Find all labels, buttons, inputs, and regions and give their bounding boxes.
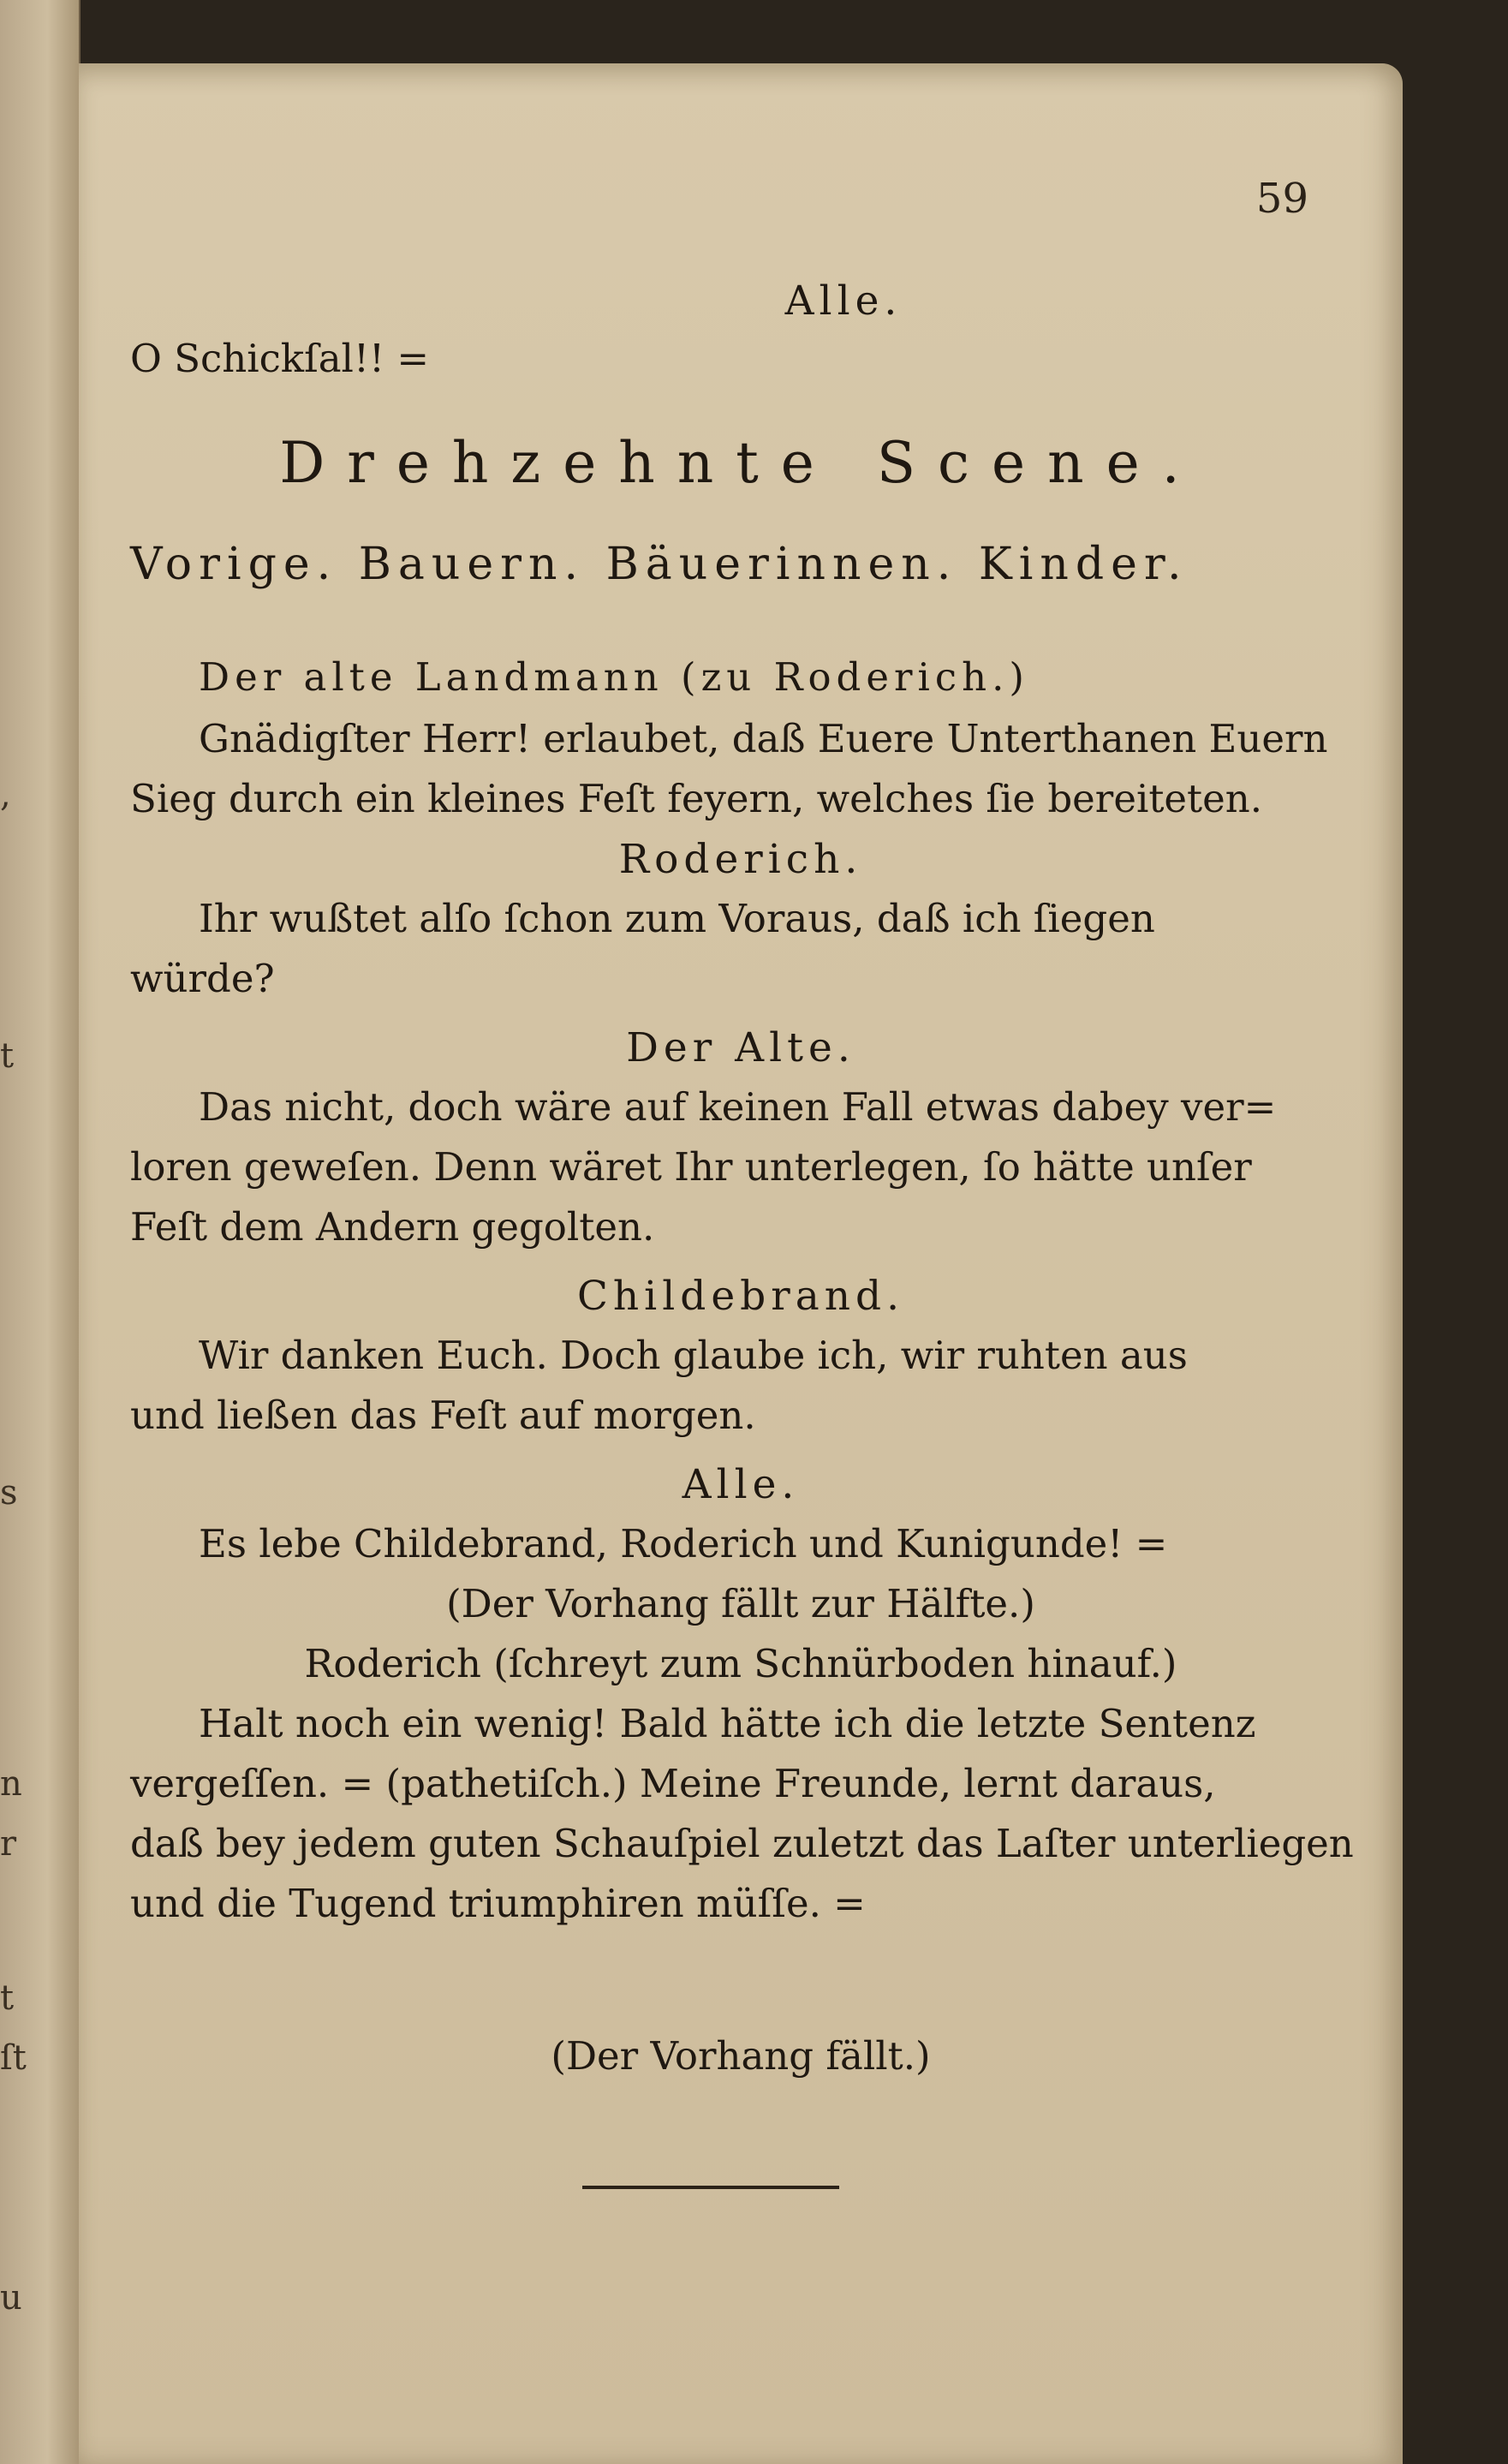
speaker-childebrand: Childebrand. [576, 1273, 905, 1320]
margin-fragment: t [0, 1036, 15, 1076]
text-line: Ihr wußtet alſo ſchon zum Voraus, daß ich ſiegen [199, 896, 1155, 941]
text-line: Es lebe Childebrand, Roderich und Kunigunde! = [199, 1521, 1168, 1566]
text-line: Feſt dem Andern gegolten. [130, 1204, 655, 1250]
text-line: O Schickſal!! = [130, 336, 430, 381]
text-line: und die Tugend triumphiren müſſe. = [130, 1881, 866, 1926]
text-line: und ließen das Feſt auf morgen. [130, 1393, 756, 1438]
text-line: loren geweſen. Denn wäret Ihr unterlegen, ſo hätte unſer [130, 1144, 1252, 1190]
scene-heading: Drehzehnte Scene. [279, 430, 1202, 496]
text-line: Halt noch ein wenig! Bald hätte ich die letzte Sentenz [199, 1701, 1256, 1746]
margin-fragment: , [0, 775, 11, 814]
text-line: Das nicht, doch wäre auf keinen Fall etwas dabey ver= [199, 1084, 1277, 1130]
cast-list: Vorige. Bauern. Bäuerinnen. Kinder. [130, 539, 1189, 590]
end-rule [582, 2186, 839, 2189]
speaker-roderich: Roderich (ſchreyt zum Schnürboden hinauf.) [304, 1641, 1177, 1686]
margin-fragment: ſt [0, 2038, 27, 2078]
facing-page-edge [0, 0, 80, 2464]
margin-fragment: s [0, 1473, 18, 1512]
text-line: vergeſſen. = (pathetiſch.) Meine Freunde, lernt daraus, [130, 1761, 1216, 1806]
margin-fragment: r [0, 1824, 17, 1864]
margin-fragment: u [0, 2278, 22, 2318]
margin-fragment: n [0, 1764, 22, 1804]
speaker-der-alte: Der Alte. [626, 1024, 855, 1071]
text-line: würde? [130, 956, 275, 1001]
text-line: Gnädigſter Herr! erlaubet, daß Euere Unterthanen Euern [199, 716, 1328, 761]
stage-direction: (Der Vorhang fällt zur Hälfte.) [446, 1581, 1035, 1626]
text-line: Wir danken Euch. Doch glaube ich, wir ruhten aus [199, 1333, 1188, 1378]
speaker-der-alte-landmann: Der alte Landmann (zu Roderich.) [199, 654, 1029, 700]
book-page [79, 63, 1403, 2464]
text-line: Sieg durch ein kleines Feſt feyern, welches ſie bereiteten. [130, 776, 1263, 821]
speaker-alle: Alle. [682, 1461, 800, 1508]
text-line: daß bey jedem guten Schauſpiel zuletzt das Laſter unterliegen [130, 1821, 1354, 1866]
margin-fragment: t [0, 1978, 15, 2018]
speaker-alle: Alle. [784, 277, 903, 325]
page-number: 59 [1255, 175, 1308, 223]
stage-direction-curtain: (Der Vorhang fällt.) [551, 2033, 931, 2079]
speaker-roderich: Roderich. [618, 836, 863, 883]
